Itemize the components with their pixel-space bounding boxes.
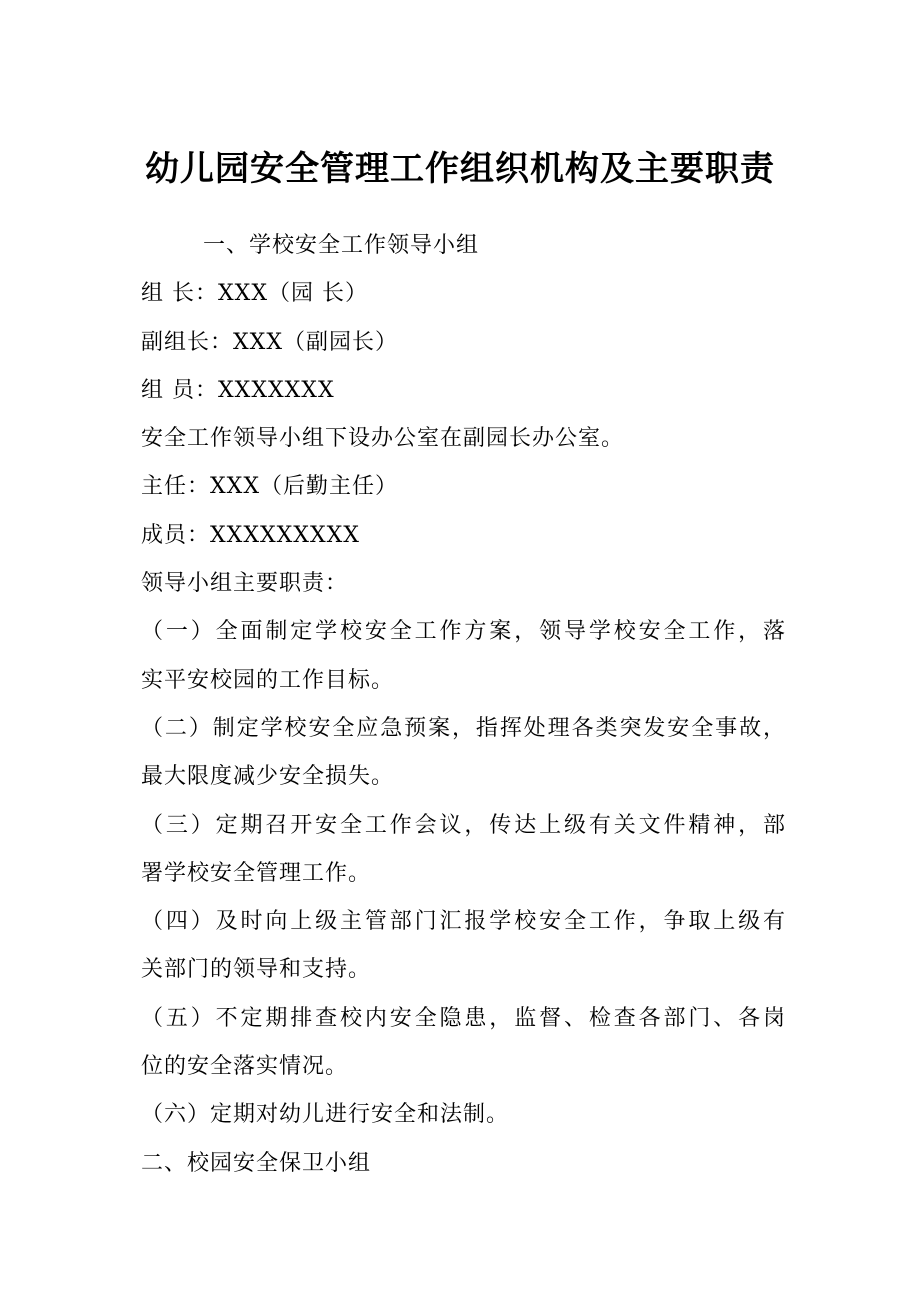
- duty-1-line-1: （一）全面制定学校安全工作方案，领导学校安全工作，落: [141, 619, 786, 645]
- members-line: 组 员：XXXXXXX: [141, 377, 335, 403]
- duty-2-line-2: 最大限度减少安全损失。: [141, 764, 395, 790]
- duty-5-line-1: （五）不定期排查校内安全隐患，监督、检查各部门、各岗: [141, 1005, 786, 1031]
- duty-4-line-1: （四）及时向上级主管部门汇报学校安全工作，争取上级有: [141, 909, 786, 935]
- duty-4-line-2: 关部门的领导和支持。: [141, 957, 372, 983]
- leader-line: 组 长：XXX（园 长）: [141, 281, 368, 307]
- duties-heading: 领导小组主要职责：: [141, 571, 349, 597]
- section-heading-1: 一、学校安全工作领导小组: [203, 233, 480, 258]
- duty-6-line: （六）定期对幼儿进行安全和法制。: [141, 1102, 510, 1128]
- office-line: 安全工作领导小组下设办公室在副园长办公室。: [141, 426, 625, 452]
- duty-2-line-1: （二）制定学校安全应急预案，指挥处理各类突发安全事故，: [141, 715, 786, 741]
- duty-3-line-1: （三）定期召开安全工作会议，传达上级有关文件精神，部: [141, 812, 786, 838]
- deputy-leader-line: 副组长：XXX（副园长）: [141, 329, 398, 355]
- duty-5-line-2: 位的安全落实情况。: [141, 1054, 349, 1080]
- duty-1-line-2: 实平安校园的工作目标。: [141, 667, 395, 693]
- director-line: 主任：XXX（后勤主任）: [141, 474, 398, 500]
- duty-3-line-2: 署学校安全管理工作。: [141, 860, 372, 886]
- office-members-line: 成员：XXXXXXXXX: [141, 522, 360, 548]
- document-body: [141, 222, 786, 1188]
- document-title: 幼儿园安全管理工作组织机构及主要职责: [145, 149, 775, 189]
- section-heading-2: 二、校园安全保卫小组: [141, 1150, 372, 1176]
